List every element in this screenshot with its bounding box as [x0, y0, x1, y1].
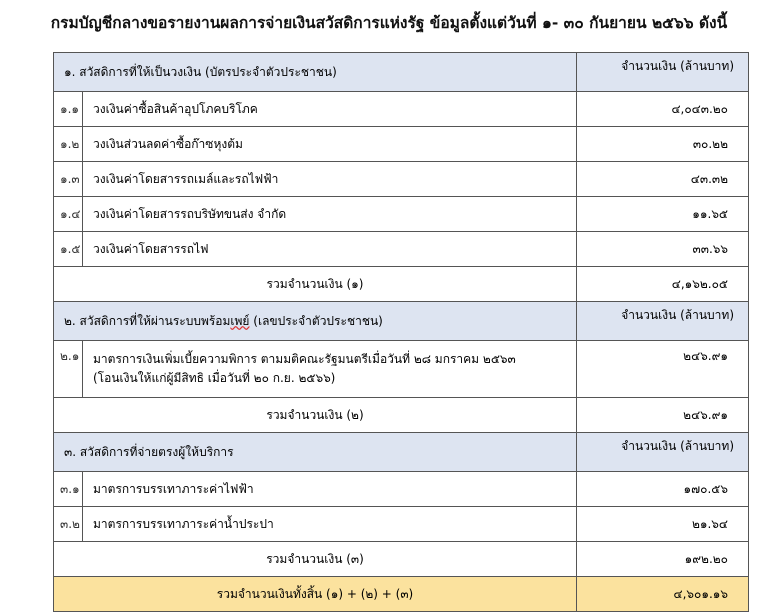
section-3-header: [54, 433, 749, 472]
table-row: [54, 92, 749, 127]
row-label: วงเงินค่าโดยสารรถไฟ: [83, 232, 577, 267]
subtotal-amount: ๔,๑๖๒.๐๕: [577, 267, 749, 302]
row-amount: ๒๔๖.๙๑: [577, 341, 749, 398]
row-number: ๑.๕: [54, 232, 83, 267]
subtotal-label: รวมจำนวนเงิน (๑): [54, 267, 577, 302]
row-number: ๒.๑: [54, 341, 83, 398]
welfare-payment-table: [53, 52, 749, 612]
row-amount: ๔,๐๔๓.๒๐: [577, 92, 749, 127]
table-row: [54, 507, 749, 542]
subtotal-label: รวมจำนวนเงิน (๓): [54, 542, 577, 577]
section-1-header: [54, 53, 749, 92]
row-label: วงเงินค่าโดยสารรถเมล์และรถไฟฟ้า: [83, 162, 577, 197]
amount-column-header: จำนวนเงิน (ล้านบาท): [577, 302, 749, 341]
row-label: วงเงินส่วนลดค่าซื้อก๊าซหุงต้ม: [83, 127, 577, 162]
row-number: ๑.๓: [54, 162, 83, 197]
row-label-line: (โอนเงินให้แก่ผู้มีสิทธิ เมื่อวันที่ ๒๐ ก.ย. ๒๕๖๖): [93, 371, 336, 385]
amount-column-header: จำนวนเงิน (ล้านบาท): [577, 433, 749, 472]
table-row: [54, 162, 749, 197]
row-number: ๑.๒: [54, 127, 83, 162]
row-amount: ๑๑.๖๕: [577, 197, 749, 232]
spellcheck-marked-word: เพย์: [230, 313, 250, 328]
row-number: ๑.๑: [54, 92, 83, 127]
subtotal-row: [54, 542, 749, 577]
table-row: [54, 472, 749, 507]
row-number: ๑.๔: [54, 197, 83, 232]
table-row: [54, 341, 749, 398]
table-row: [54, 197, 749, 232]
row-number: ๓.๑: [54, 472, 83, 507]
amount-column-header: จำนวนเงิน (ล้านบาท): [577, 53, 749, 92]
section-heading: ๓. สวัสดิการที่จ่ายตรงผู้ให้บริการ: [54, 433, 577, 472]
subtotal-label: รวมจำนวนเงิน (๒): [54, 398, 577, 433]
row-amount: ๓๓.๖๖: [577, 232, 749, 267]
page-title: กรมบัญชีกลางขอรายงานผลการจ่ายเงินสวัสดิการแห่งรัฐ ข้อมูลตั้งแต่วันที่ ๑- ๓๐ กันยายน ๒๕๖๖ ดังนี้: [50, 14, 728, 32]
subtotal-amount: ๑๙๒.๒๐: [577, 542, 749, 577]
section-heading: ๑. สวัสดิการที่ให้เป็นวงเงิน (บัตรประจำตัวประชาชน): [54, 53, 577, 92]
row-amount: ๒๑.๖๔: [577, 507, 749, 542]
row-amount: ๑๗๐.๕๖: [577, 472, 749, 507]
section-heading: [54, 302, 577, 341]
heading-suffix: (เลขประจำตัวประชาชน): [249, 313, 383, 328]
row-label: มาตรการบรรเทาภาระค่าไฟฟ้า: [83, 472, 577, 507]
subtotal-amount: ๒๔๖.๙๑: [577, 398, 749, 433]
table-row: [54, 232, 749, 267]
row-number: ๓.๒: [54, 507, 83, 542]
row-amount: ๓๐.๒๒: [577, 127, 749, 162]
subtotal-row: [54, 267, 749, 302]
heading-prefix: ๒. สวัสดิการที่ให้ผ่านระบบพร้อม: [64, 313, 231, 328]
grand-total-label: รวมจำนวนเงินทั้งสิ้น (๑) + (๒) + (๓): [54, 577, 577, 612]
row-label: มาตรการบรรเทาภาระค่าน้ำประปา: [83, 507, 577, 542]
subtotal-row: [54, 398, 749, 433]
row-label: วงเงินค่าซื้อสินค้าอุปโภคบริโภค: [83, 92, 577, 127]
section-2-header: [54, 302, 749, 341]
row-label-line: มาตรการเงินเพิ่มเบี้ยความพิการ ตามมติคณะรัฐมนตรีเมื่อวันที่ ๒๘ มกราคม ๒๕๖๓: [93, 352, 516, 366]
grand-total-amount: ๔,๖๐๑.๑๖: [577, 577, 749, 612]
row-label: [83, 341, 577, 398]
row-label: วงเงินค่าโดยสารรถบริษัทขนส่ง จำกัด: [83, 197, 577, 232]
row-amount: ๔๓.๓๒: [577, 162, 749, 197]
table-row: [54, 127, 749, 162]
grand-total-row: [54, 577, 749, 612]
